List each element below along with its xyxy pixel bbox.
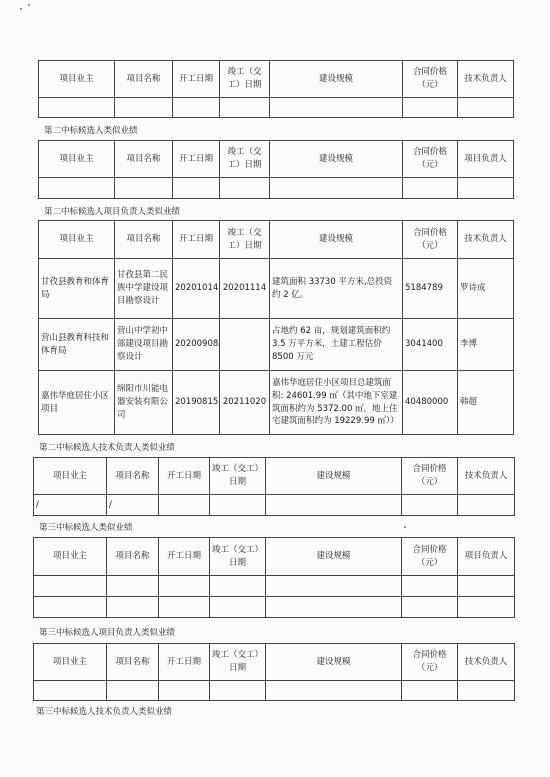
col-header-name: 项目名称 bbox=[115, 141, 173, 178]
col-header-price: 合同价格（元） bbox=[402, 538, 458, 576]
cell-end bbox=[220, 319, 270, 371]
col-header-name: 项目名称 bbox=[115, 221, 173, 259]
col-header-start: 开工日期 bbox=[173, 141, 220, 178]
section-title-s2-similar: 第二中标候选人类似业绩 bbox=[44, 126, 138, 136]
col-header-scale: 建设规模 bbox=[270, 221, 403, 259]
cell-owner: / bbox=[34, 495, 107, 516]
col-header-owner: 项目业主 bbox=[34, 538, 107, 576]
col-header-person: 技术负责人 bbox=[458, 61, 514, 98]
table-row bbox=[39, 259, 514, 319]
cell-scale: 嘉伟华庭居住小区项目总建筑面积: 24601.99 ㎡（其中地下室建筑面积约为 5372.00 ㎡，地上住宅建筑面积约为 19229.99 ㎡）） bbox=[270, 371, 403, 435]
cell-start: 20190815 bbox=[173, 371, 220, 435]
cell-owner: 嘉伟华庭居住小区项目 bbox=[39, 371, 115, 435]
table-row bbox=[39, 98, 514, 118]
table-row bbox=[34, 681, 515, 701]
table-row bbox=[39, 178, 514, 199]
table-header-row bbox=[39, 141, 514, 178]
col-header-person: 项目负责人 bbox=[458, 141, 514, 178]
col-header-person: 技术负责人 bbox=[458, 458, 515, 495]
col-header-owner: 项目业主 bbox=[39, 61, 115, 98]
cell-price: 5184789 bbox=[403, 259, 458, 319]
col-header-owner: 项目业主 bbox=[39, 141, 115, 178]
col-header-start: 开工日期 bbox=[159, 644, 210, 681]
table-header-row bbox=[34, 644, 515, 681]
col-header-name: 项目名称 bbox=[107, 458, 159, 495]
table-row bbox=[34, 495, 515, 516]
col-header-end: 竣工（交工）日期 bbox=[220, 61, 270, 98]
table-second-candidate-pm bbox=[38, 220, 514, 435]
cell-name: 绵阳市川能电器安装有限公司 bbox=[115, 371, 173, 435]
col-header-price: 合同价格（元） bbox=[402, 644, 458, 681]
table-header-row bbox=[34, 458, 515, 495]
cell-person: 韩超 bbox=[458, 371, 514, 435]
col-header-scale: 建设规模 bbox=[270, 141, 403, 178]
col-header-price: 合同价格（元） bbox=[403, 61, 458, 98]
section-title-s3-similar: 第三中标候选人类似业绩 bbox=[39, 523, 133, 533]
cell-price: 40480000 bbox=[403, 371, 458, 435]
section-title-s2-pm: 第二中标候选人项目负责人类似业绩 bbox=[44, 207, 181, 217]
col-header-start: 开工日期 bbox=[159, 458, 210, 495]
col-header-owner: 项目业主 bbox=[34, 458, 107, 495]
cell-start: 20201014 bbox=[173, 259, 220, 319]
cell-person: 李博 bbox=[458, 319, 514, 371]
cell-end: 20201114 bbox=[220, 259, 270, 319]
table-header-row bbox=[39, 221, 514, 259]
col-header-name: 项目名称 bbox=[115, 61, 173, 98]
table-third-candidate-pm bbox=[33, 643, 515, 701]
section-title-s2-tech: 第二中标候选人技术负责人类似业绩 bbox=[39, 443, 176, 453]
cell-scale: 建筑面积 33730 平方米,总投资约 2 亿。 bbox=[270, 259, 403, 319]
cell-name: 甘孜县第二民族中学建设项目勘察设计 bbox=[115, 259, 173, 319]
col-header-end: 竣工（交工）日期 bbox=[210, 458, 266, 495]
table-row bbox=[39, 319, 514, 371]
table-row bbox=[34, 576, 515, 597]
col-header-end: 竣工（交工）日期 bbox=[210, 538, 266, 576]
scan-speck bbox=[20, 8, 22, 10]
col-header-scale: 建设规模 bbox=[266, 458, 402, 495]
table-second-candidate-similar bbox=[38, 140, 514, 199]
col-header-start: 开工日期 bbox=[159, 538, 210, 576]
col-header-person: 技术负责人 bbox=[458, 644, 515, 681]
cell-scale: 占地约 62 亩，规划建筑面积约 3.5 万平方米，土建工程估价 8500 万元 bbox=[270, 319, 403, 371]
col-header-scale: 建设规模 bbox=[266, 644, 402, 681]
table-row bbox=[39, 371, 514, 435]
table-header-row bbox=[34, 538, 515, 576]
table-row bbox=[34, 597, 515, 618]
col-header-owner: 项目业主 bbox=[34, 644, 107, 681]
table-second-candidate-tech-lead bbox=[33, 457, 515, 516]
col-header-scale: 建设规模 bbox=[270, 61, 403, 98]
cell-owner: 甘孜县教育和体育局 bbox=[39, 259, 115, 319]
cell-name: 营山中学初中部建设项目勘察设计 bbox=[115, 319, 173, 371]
col-header-price: 合同价格（元） bbox=[403, 141, 458, 178]
col-header-person: 技术负责人 bbox=[458, 221, 514, 259]
col-header-end: 竣工（交工）日期 bbox=[220, 141, 270, 178]
cell-name: / bbox=[107, 495, 159, 516]
table-third-candidate-similar bbox=[33, 537, 515, 618]
section-title-s3-tech: 第三中标候选人技术负责人类似业绩 bbox=[36, 707, 173, 717]
table-first-candidate-tech-lead bbox=[38, 60, 514, 118]
col-header-price: 合同价格（元） bbox=[402, 458, 458, 495]
col-header-scale: 建设规模 bbox=[266, 538, 402, 576]
scan-speck bbox=[28, 4, 30, 6]
col-header-end: 竣工（交工）日期 bbox=[220, 221, 270, 259]
cell-end: 20211020 bbox=[220, 371, 270, 435]
col-header-owner: 项目业主 bbox=[39, 221, 115, 259]
cell-owner: 营山县教育科技和体育局 bbox=[39, 319, 115, 371]
col-header-name: 项目名称 bbox=[107, 538, 159, 576]
col-header-person: 项目负责人 bbox=[458, 538, 515, 576]
col-header-start: 开工日期 bbox=[173, 61, 220, 98]
col-header-price: 合同价格（元） bbox=[403, 221, 458, 259]
col-header-name: 项目名称 bbox=[107, 644, 159, 681]
cell-price: 3041400 bbox=[403, 319, 458, 371]
cell-person: 罗诗成 bbox=[458, 259, 514, 319]
scan-speck bbox=[404, 526, 406, 528]
col-header-end: 竣工（交工）日期 bbox=[210, 644, 266, 681]
section-title-s3-pm: 第三中标候选人项目负责人类似业绩 bbox=[39, 628, 176, 638]
table-header-row bbox=[39, 61, 514, 98]
cell-start: 20200908 bbox=[173, 319, 220, 371]
col-header-start: 开工日期 bbox=[173, 221, 220, 259]
